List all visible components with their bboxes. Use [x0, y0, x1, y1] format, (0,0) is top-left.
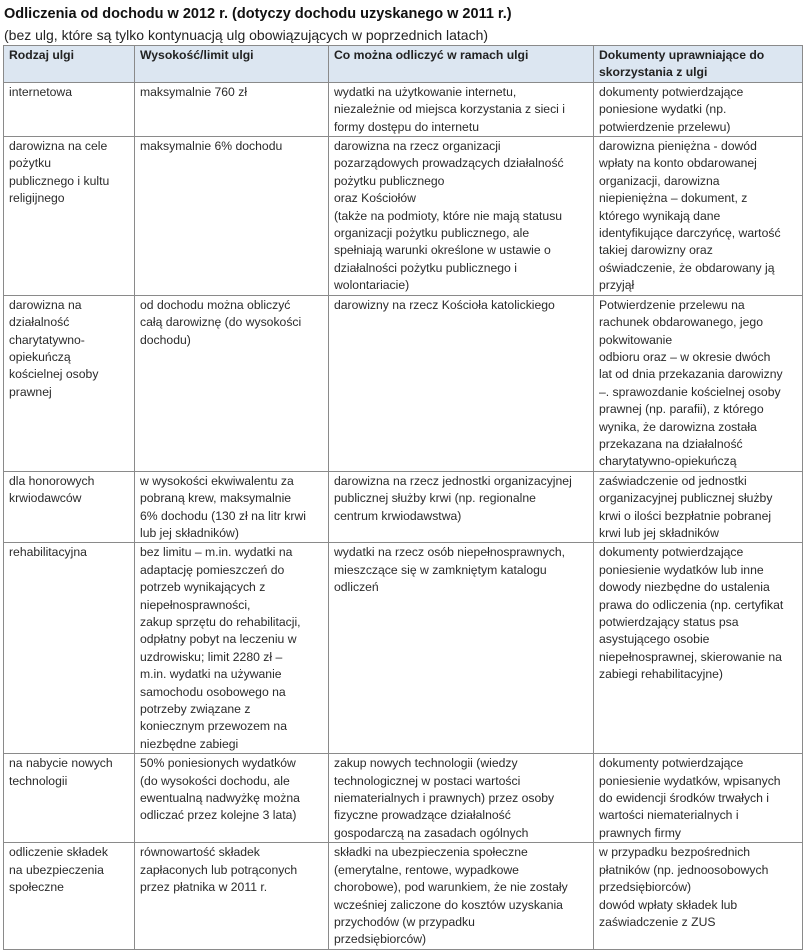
cell-relief-type: internetowa: [4, 82, 135, 136]
cell-deductible-items: darowizna na rzecz organizacji pozarządowych prowadzących działalność pożytku publicznego oraz Kościołów (także na podmioty, które nie mają statusu organizacji pożytku publicznego, ale spełniają warunki określone w ustawie o działalności pożytku publicznego i wolontariacie): [329, 137, 594, 296]
table-row: [4, 754, 803, 843]
cell-limit: maksymalnie 6% dochodu: [135, 137, 329, 296]
cell-limit: bez limitu – m.in. wydatki na adaptację pomieszczeń do potrzeb wynikających z niepełnosprawności, zakup sprzętu do rehabilitacji, odpłatny pobyt na leczeniu w uzdrowisku; limit 2280 zł – m.in. wydatki na używanie samochodu osobowego na potrzeby związane z koniecznym przewozem na niezbędne zabiegi: [135, 543, 329, 754]
cell-limit: w wysokości ekwiwalentu za pobraną krew, maksymalnie 6% dochodu (130 zł na litr krwi lub jej składników): [135, 471, 329, 543]
cell-deductible-items: wydatki na użytkowanie internetu, niezależnie od miejsca korzystania z sieci i formy dostępu do internetu: [329, 82, 594, 136]
cell-deductible-items: darowizna na rzecz jednostki organizacyjnej publicznej służby krwi (np. regionalne centrum krwiodawstwa): [329, 471, 594, 543]
cell-documents: Potwierdzenie przelewu na rachunek obdarowanego, jego pokwitowanie odbioru oraz – w okresie dwóch lat od dnia przekazania darowizny –. sprawozdanie kościelnej osoby prawnej (np. parafii), z którego wynika, że darowizna została przekazana na działalność charytatywno-opiekuńczą: [594, 295, 803, 471]
cell-relief-type: darowizna na cele pożytku publicznego i kultu religijnego: [4, 137, 135, 296]
document-title: Odliczenia od dochodu w 2012 r. (dotyczy dochodu uzyskanego w 2011 r.): [4, 6, 512, 22]
deductions-table: [3, 45, 803, 950]
table-row: [4, 543, 803, 754]
table-header-row: [4, 46, 803, 83]
cell-relief-type: darowizna na działalność charytatywno- opiekuńczą kościelnej osoby prawnej: [4, 295, 135, 471]
cell-deductible-items: wydatki na rzecz osób niepełnosprawnych, mieszczące się w zamkniętym katalogu odliczeń: [329, 543, 594, 754]
cell-relief-type: odliczenie składek na ubezpieczenia społeczne: [4, 843, 135, 949]
cell-deductible-items: darowizny na rzecz Kościoła katolickiego: [329, 295, 594, 471]
cell-limit: równowartość składek zapłaconych lub potrąconych przez płatnika w 2011 r.: [135, 843, 329, 949]
cell-documents: w przypadku bezpośrednich płatników (np. jednoosobowych przedsiębiorców) dowód wpłaty składek lub zaświadczenie z ZUS: [594, 843, 803, 949]
cell-limit: maksymalnie 760 zł: [135, 82, 329, 136]
header-relief-type: Rodzaj ulgi: [4, 46, 135, 83]
cell-deductible-items: składki na ubezpieczenia społeczne (emerytalne, rentowe, wypadkowe chorobowe), pod warunkiem, że nie zostały wcześniej zaliczone do kosztów uzyskania przychodów (w przypadku przedsiębiorców): [329, 843, 594, 949]
table-row: [4, 843, 803, 949]
table-row: [4, 137, 803, 296]
cell-documents: darowizna pieniężna - dowód wpłaty na konto obdarowanej organizacji, darowizna niepieniężna – dokument, z którego wynikają dane identyfikujące darczyńcę, wartość takiej darowizny oraz oświadczenie, że obdarowany ją przyjął: [594, 137, 803, 296]
cell-limit: od dochodu można obliczyć całą darowiznę (do wysokości dochodu): [135, 295, 329, 471]
cell-documents: dokumenty potwierdzające poniesienie wydatków lub inne dowody niezbędne do ustalenia prawa do odliczenia (np. certyfikat potwierdzający status psa asystującego osobie niepełnosprawnej, skierowanie na zabiegi rehabilitacyjne): [594, 543, 803, 754]
cell-limit: 50% poniesionych wydatków (do wysokości dochodu, ale ewentualną nadwyżkę można odliczać przez kolejne 3 lata): [135, 754, 329, 843]
header-documents: Dokumenty uprawniające do skorzystania z ulgi: [594, 46, 803, 83]
cell-relief-type: rehabilitacyjna: [4, 543, 135, 754]
table-row: [4, 295, 803, 471]
cell-documents: dokumenty potwierdzające poniesienie wydatków, wpisanych do ewidencji środków trwałych i wartości niematerialnych i prawnych firmy: [594, 754, 803, 843]
cell-documents: dokumenty potwierdzające poniesione wydatki (np. potwierdzenie przelewu): [594, 82, 803, 136]
cell-documents: zaświadczenie od jednostki organizacyjnej publicznej służby krwi o ilości bezpłatnie pobranej krwi lub jej składników: [594, 471, 803, 543]
header-deductible-items: Co można odliczyć w ramach ulgi: [329, 46, 594, 83]
table-row: [4, 471, 803, 543]
document-subtitle: (bez ulg, które są tylko kontynuacją ulg obowiązujących w poprzednich latach): [4, 27, 489, 43]
cell-relief-type: dla honorowych krwiodawców: [4, 471, 135, 543]
cell-relief-type: na nabycie nowych technologii: [4, 754, 135, 843]
cell-deductible-items: zakup nowych technologii (wiedzy technologicznej w postaci wartości niematerialnych i prawnych) przez osoby fizyczne prowadzące działalność gospodarczą na zasadach ogólnych: [329, 754, 594, 843]
header-limit: Wysokość/limit ulgi: [135, 46, 329, 83]
table-row: [4, 82, 803, 136]
